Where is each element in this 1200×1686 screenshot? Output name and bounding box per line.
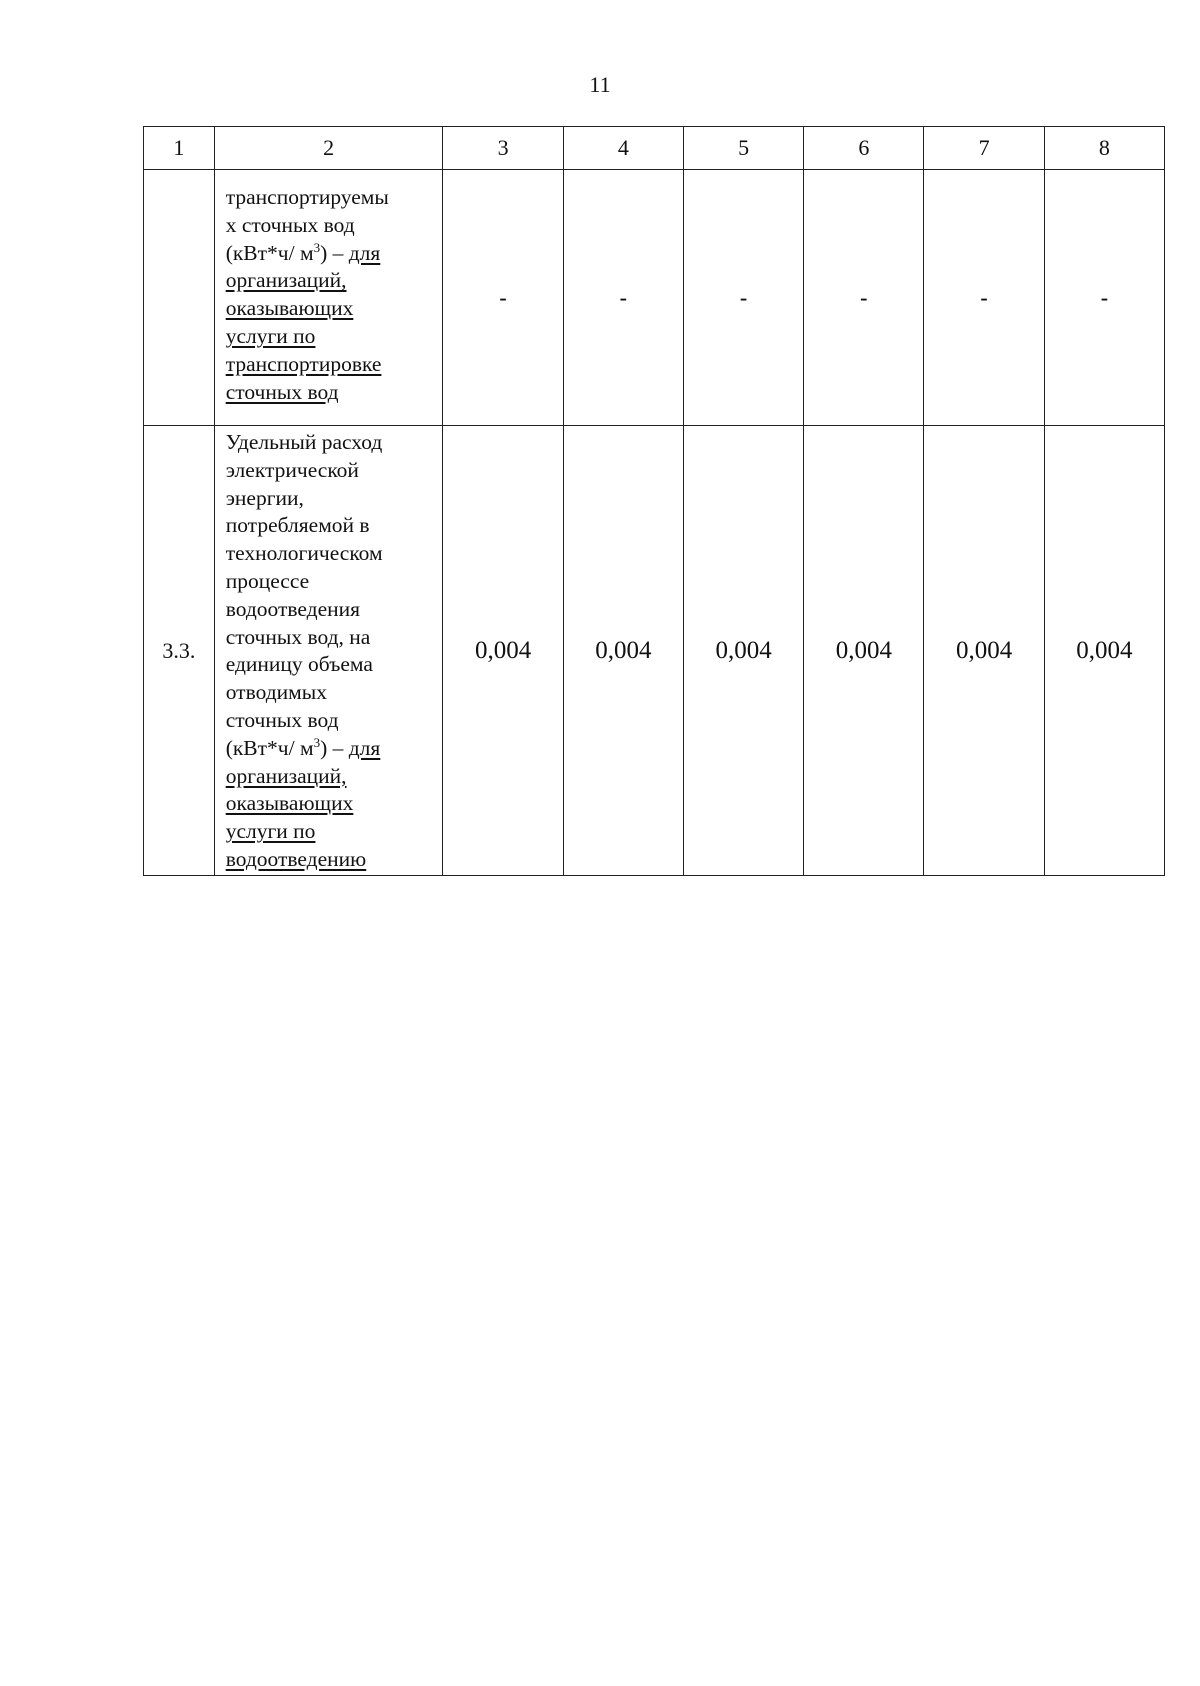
description-underlined: для (348, 240, 381, 265)
column-header: 1 (144, 127, 215, 170)
row-number: 3.3. (144, 426, 215, 876)
description-line: (кВт*ч/ м (225, 735, 314, 760)
description-underlined: услуги по (225, 819, 316, 844)
description-fragment: ) – (320, 735, 349, 760)
table-header-row (144, 127, 1165, 170)
column-header: 3 (443, 127, 563, 170)
description-underlined: водоотведению (225, 846, 367, 871)
row-description (214, 426, 443, 876)
value-cell: 0,004 (683, 426, 803, 876)
table-row (144, 170, 1165, 426)
column-header: 6 (804, 127, 924, 170)
table-row (144, 426, 1165, 876)
description-underlined: транспортировке (225, 351, 382, 376)
value-cell: - (804, 170, 924, 426)
value-cell: - (924, 170, 1044, 426)
description-underlined: сточных вод (225, 379, 339, 404)
description-line: процессе (225, 568, 310, 593)
row-description (214, 170, 443, 426)
description-underlined: оказывающих (225, 296, 354, 321)
row-number (144, 170, 215, 426)
column-header: 7 (924, 127, 1044, 170)
value-cell: 0,004 (924, 426, 1044, 876)
description-line: технологическом (225, 541, 383, 566)
column-header: 5 (683, 127, 803, 170)
unit-superscript: 3 (313, 734, 321, 750)
description-underlined: оказывающих (225, 791, 354, 816)
description-line: отводимых (225, 680, 327, 705)
description-underlined: организаций, (225, 268, 347, 293)
description-line: сточных вод, на (225, 624, 371, 649)
description-line: водоотведения (225, 596, 361, 621)
description-underlined: организаций, (225, 763, 347, 788)
value-cell: 0,004 (563, 426, 683, 876)
description-line: единицу объема (225, 652, 373, 677)
value-cell: - (443, 170, 563, 426)
column-header: 4 (563, 127, 683, 170)
value-cell: - (1044, 170, 1164, 426)
description-fragment: ) – (320, 240, 349, 265)
indicators-table (143, 126, 1165, 876)
unit-superscript: 3 (313, 239, 321, 255)
column-header: 2 (214, 127, 443, 170)
value-cell: 0,004 (1044, 426, 1164, 876)
description-line: Удельный расход (225, 430, 383, 454)
description-underlined: для (348, 735, 381, 760)
description-line: сточных вод (225, 707, 339, 732)
value-cell: 0,004 (804, 426, 924, 876)
value-cell: 0,004 (443, 426, 563, 876)
description-line: потребляемой в (225, 513, 370, 538)
description-line: энергии, (225, 485, 304, 510)
description-underlined: услуги по (225, 323, 316, 348)
value-cell: - (563, 170, 683, 426)
description-line: х сточных вод (225, 212, 355, 237)
description-line: транспортируемы (225, 185, 389, 209)
page-number: 11 (589, 72, 611, 97)
description-line: электрической (225, 457, 359, 482)
column-header: 8 (1044, 127, 1164, 170)
description-line: (кВт*ч/ м (225, 240, 314, 265)
value-cell: - (683, 170, 803, 426)
